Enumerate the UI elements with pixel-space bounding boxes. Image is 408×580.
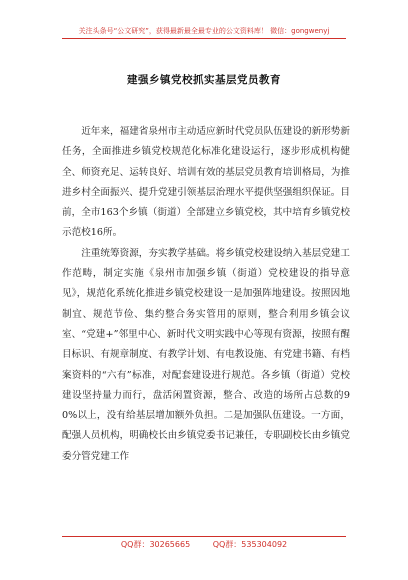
top-promo-banner: 关注头条号“公文研究”，获得最新最全最专业的公文资料库！ 微信：gongwenyj [78, 27, 330, 35]
document-body [62, 122, 350, 467]
paragraph: 近年来，福建省泉州市主动适应新时代党员队伍建设的新形势新任务，全面推进乡镇党校规范化标准化建设运行，逐步形成机构健全、师资充足、运转良好、培训有效的基层党员教育培训格局，为推进乡村全面振兴、提升党建引领基层治理水平提供坚强组织保证。目前，全市163个乡镇（街道）全部建立乡镇党校，其中培育乡镇党校示范校16所。 [62, 126, 350, 239]
paragraph: 注重统筹资源，夯实教学基础。将乡镇党校建设纳入基层党建工作范畴，制定实施《泉州市加强乡镇（街道）党校建设的指导意见》，规范化系统化推进乡镇党校建设一是加强阵地建设。按照因地制宜、规范节俭、集约整合务实管用的原则，整合利用乡镇会议室、“党建+”邻里中心、新时代文明实践中心等现有资源，按照有醒目标识、有规章制度、有教学计划、有电教设施、有党建书籍、有档案资料的“六有”标准，对配套建设进行规范。各乡镇（街道）党校建设坚持量力而行，盘活闲置资源，整合、改造的场所占总数的90%以上，没有给基层增加额外负担。二是加强队伍建设。一方面，配强人员机构，明确校长由乡镇党委书记兼任，专职副校长由乡镇党委分管党建工作 [62, 247, 350, 462]
bottom-divider [62, 536, 346, 537]
top-divider [62, 38, 346, 39]
qq-group-2: QQ群：535304092 [212, 540, 288, 549]
bottom-contact-banner [0, 539, 408, 550]
qq-group-1: QQ群：30265665 [120, 540, 191, 549]
document-title: 建强乡镇党校抓实基层党员教育 [127, 74, 281, 86]
